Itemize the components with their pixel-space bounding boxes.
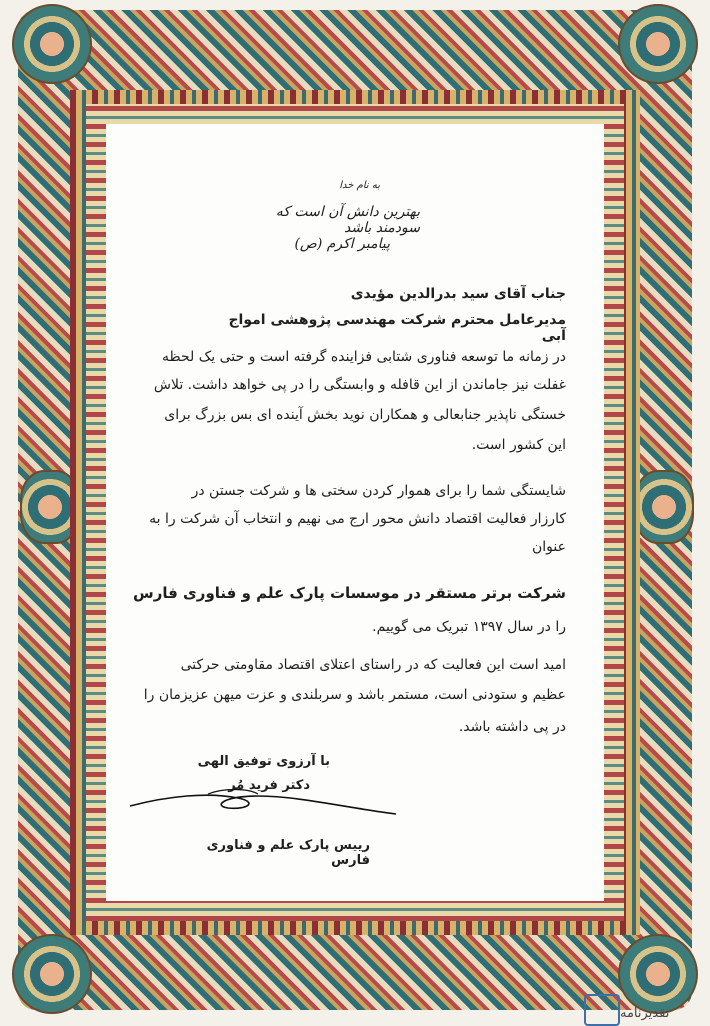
corner-rosette-top-right [618,4,698,84]
logo-stamp-icon [584,994,620,1026]
body-p2-line1: شایستگی شما را برای هموار کردن سختی ها و شرکت جستن در [191,483,566,499]
closing-wish: با آرزوی توفیق الهی [197,754,330,769]
corner-rosette-bottom-right [618,934,698,1014]
body-p2-line2: کارزار فعالیت اقتصاد دانش محور ارج می نهیم و انتخاب آن شرکت را به [149,511,566,527]
body-p4-line1: امید است این فعالیت که در راستای اعتلای اقتصاد مقاومتی حرکتی [180,657,566,673]
body-p1-line1: در زمانه ما توسعه فناوری شتابی فزاینده گرفته است و حتی یک لحظه [162,349,566,365]
body-p3: را در سال ۱۳۹۷ تبریک می گوییم. [372,619,566,635]
recipient-title: مدیرعامل محترم شرکت مهندسی پژوهشی امواج آبی [228,312,566,344]
body-p4-line2: عظیم و ستودنی است، مستمر باشد و سربلندی و عزت میهن عزیزمان را [143,687,566,703]
motto-attribution: پیامبر اکرم (ص) [294,236,390,252]
motto: بهترین دانش آن است که سودمند باشد [275,204,420,236]
signer-name: دکتر فرید مُر [228,778,310,793]
body-p1-line2: غفلت نیز جاماندن از این قافله و وابستگی را در پی خواهد داشت. تلاش [153,377,566,393]
body-p2-line3: عنوان [532,539,566,555]
corner-rosette-bottom-left [12,934,92,1014]
award-title: شرکت برتر مستقر در موسسات پارک علم و فناوری فارس [133,584,566,602]
corner-rosette-top-left [12,4,92,84]
footer-caption: تقدیرنامه [620,1006,670,1021]
body-p1-line3: خستگی ناپذیر جنابعالی و همکاران نوید بخش آینده ای بس بزرگ برای [164,407,566,423]
side-rosette-right [634,470,694,544]
recipient-name: جناب آقای سید بدرالدین مؤیدی [350,286,566,302]
signer-position: رییس پارک علم و فناوری فارس [206,838,370,868]
body-p4-line3: در پی داشته باشد. [458,719,566,735]
basmala: به نام خدا [339,180,380,191]
body-p1-line4: این کشور است. [471,437,566,453]
signature [128,786,398,826]
